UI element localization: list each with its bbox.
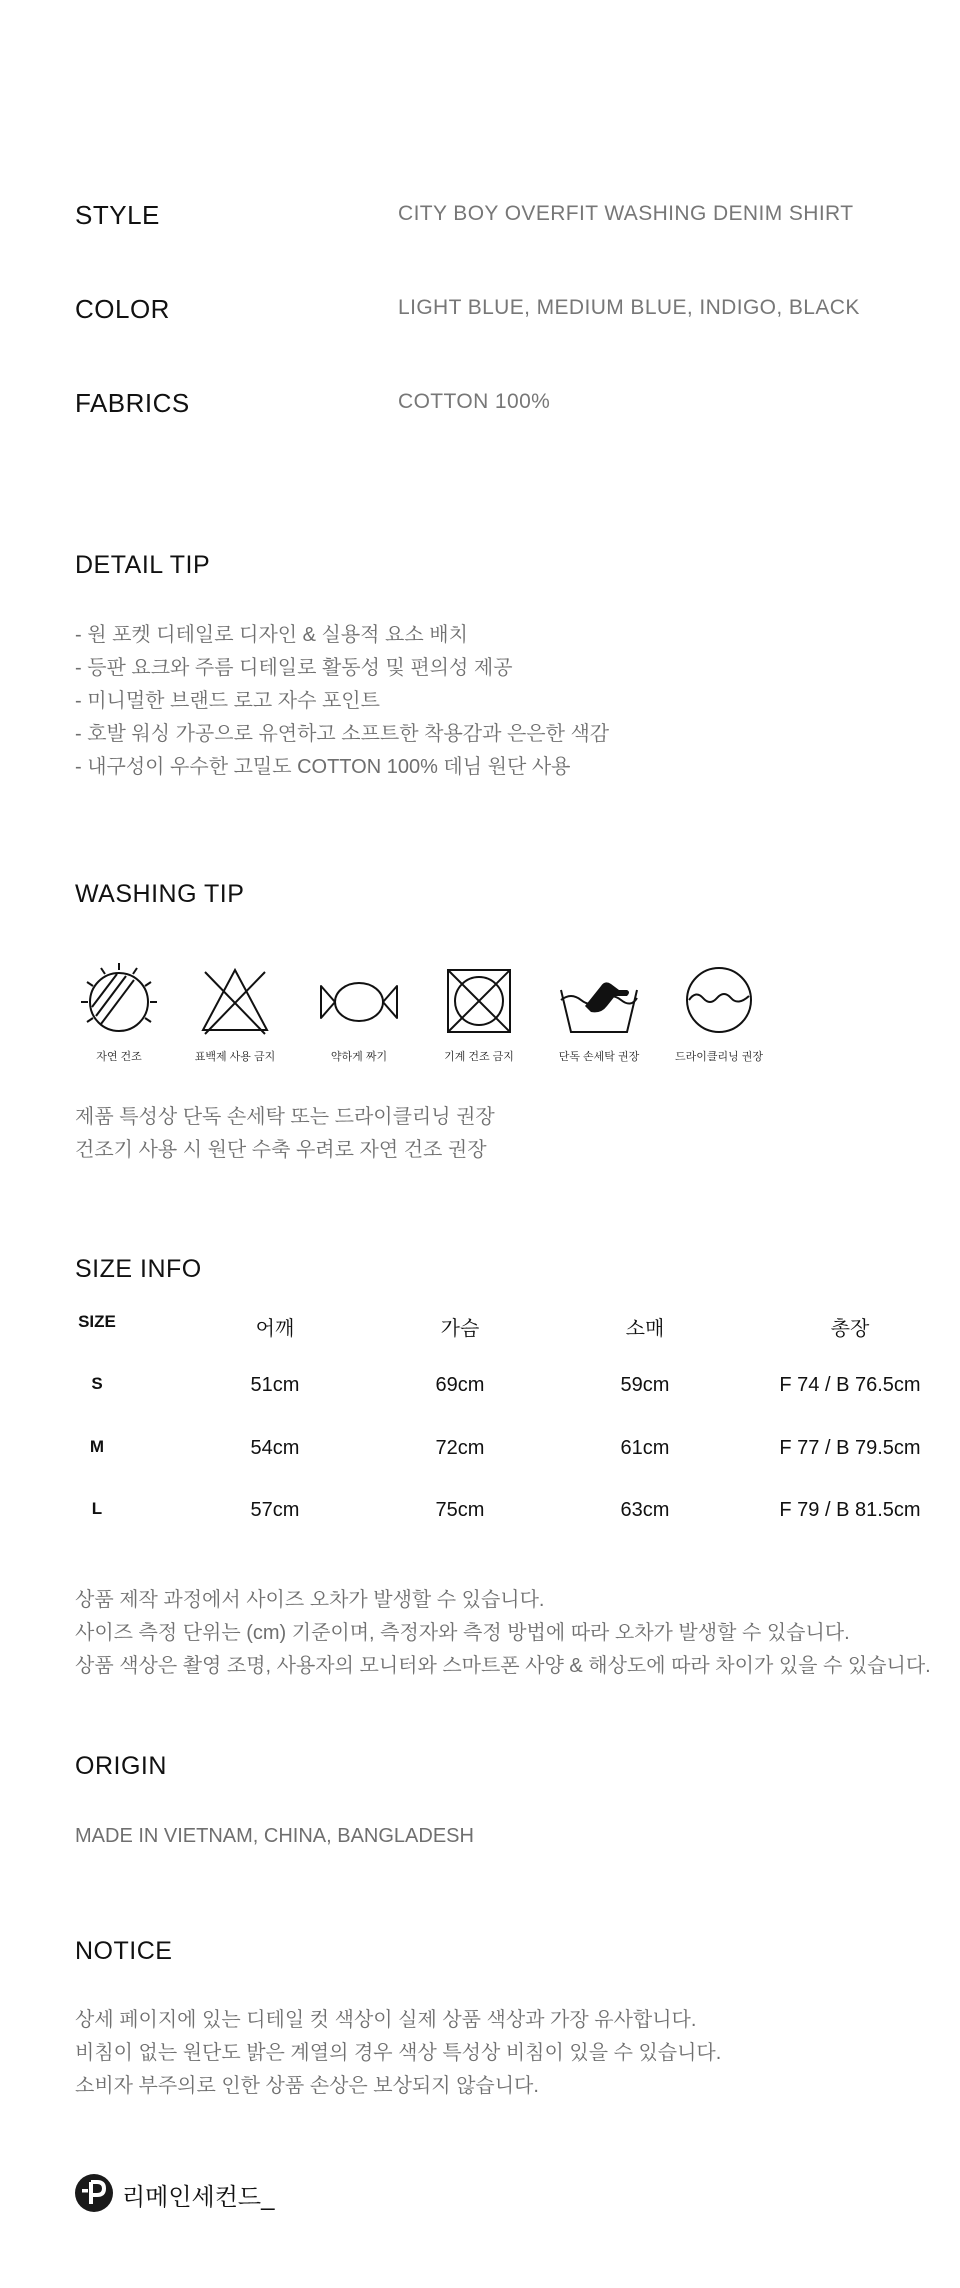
origin-title: ORIGIN bbox=[75, 1752, 167, 1780]
hand-wash-icon bbox=[557, 960, 641, 1040]
no-bleach-icon bbox=[195, 960, 275, 1040]
size-note-line: 상품 제작 과정에서 사이즈 오차가 발생할 수 있습니다. bbox=[75, 1589, 545, 1611]
size-notes bbox=[75, 1584, 931, 1683]
spec-value: LIGHT BLUE, MEDIUM BLUE, INDIGO, BLACK bbox=[398, 296, 860, 319]
size-cell: M bbox=[89, 1437, 105, 1456]
notice-list bbox=[75, 2004, 721, 2103]
spec-value: COTTON 100% bbox=[398, 390, 551, 413]
size-header-cell: 소매 bbox=[625, 1318, 665, 1340]
table-row bbox=[75, 1499, 921, 1529]
natural-dry-icon bbox=[79, 960, 159, 1040]
wash-symbol-label: 기계 건조 금지 bbox=[444, 1051, 514, 1063]
size-cell: 54cm bbox=[250, 1437, 300, 1459]
no-tumble-dry-icon bbox=[439, 960, 519, 1040]
size-cell: 57cm bbox=[250, 1499, 300, 1521]
washing-tip-notes bbox=[75, 1101, 495, 1167]
wash-symbol-hand-wash bbox=[544, 960, 654, 1064]
size-note-line: 사이즈 측정 단위는 (cm) 기준이며, 측정자와 측정 방법에 따라 오차가 발생할 수 있습니다. bbox=[75, 1622, 850, 1644]
detail-tip-line: - 호발 워싱 가공으로 유연하고 소프트한 착용감과 은은한 색감 bbox=[75, 723, 610, 745]
wash-symbol-dry-clean bbox=[664, 960, 774, 1064]
size-cell: 61cm bbox=[620, 1437, 670, 1459]
gentle-wring-icon bbox=[319, 960, 399, 1040]
wash-symbol-label: 약하게 짜기 bbox=[330, 1051, 388, 1063]
size-cell: S bbox=[91, 1374, 103, 1393]
spec-label: COLOR bbox=[75, 294, 170, 324]
size-header-cell: SIZE bbox=[78, 1312, 116, 1331]
table-row bbox=[75, 1437, 921, 1467]
size-cell: 69cm bbox=[435, 1374, 485, 1396]
size-header-cell: 어깨 bbox=[255, 1318, 295, 1340]
dry-clean-icon bbox=[679, 960, 759, 1040]
detail-tip-line: - 원 포켓 디테일로 디자인 & 실용적 요소 배치 bbox=[75, 624, 468, 646]
size-header-cell: 총장 bbox=[830, 1318, 870, 1340]
size-cell: 75cm bbox=[435, 1499, 485, 1521]
origin-value bbox=[75, 1820, 474, 1853]
spec-label: STYLE bbox=[75, 200, 160, 230]
size-info-title: SIZE INFO bbox=[75, 1255, 202, 1283]
notice-line: 비침이 없는 원단도 밝은 계열의 경우 색상 특성상 비침이 있을 수 있습니다. bbox=[75, 2042, 722, 2064]
spec-label: FABRICS bbox=[75, 388, 190, 418]
washing-tip-line: 건조기 사용 시 원단 수축 우려로 자연 건조 권장 bbox=[75, 1139, 487, 1161]
size-table-header bbox=[75, 1312, 915, 1342]
detail-tip-list bbox=[75, 619, 609, 784]
washing-tip-title: WASHING TIP bbox=[75, 880, 245, 908]
size-cell: F 74 / B 76.5cm bbox=[779, 1374, 921, 1396]
size-cell: L bbox=[91, 1499, 103, 1518]
wash-symbol-no-tumble-dry bbox=[424, 960, 534, 1064]
size-header-cell: 가슴 bbox=[440, 1318, 480, 1340]
detail-tip-title: DETAIL TIP bbox=[75, 551, 211, 579]
brand-name: 리메인세컨드_ bbox=[122, 2184, 275, 2211]
notice-line: 상세 페이지에 있는 디테일 컷 색상이 실제 상품 색상과 가장 유사합니다. bbox=[75, 2009, 697, 2031]
size-note-line: 상품 색상은 촬영 조명, 사용자의 모니터와 스마트폰 사양 & 해상도에 따라 차이가 있을 수 있습니다. bbox=[75, 1655, 931, 1677]
detail-tip-line: - 미니멀한 브랜드 로고 자수 포인트 bbox=[75, 690, 380, 712]
size-cell: 59cm bbox=[620, 1374, 670, 1396]
wash-symbol-no-bleach bbox=[180, 960, 290, 1064]
notice-title: NOTICE bbox=[75, 1937, 173, 1965]
detail-tip-line: - 내구성이 우수한 고밀도 COTTON 100% 데님 원단 사용 bbox=[75, 756, 571, 778]
washing-tip-line: 제품 특성상 단독 손세탁 또는 드라이클리닝 권장 bbox=[75, 1106, 495, 1128]
spec-value: CITY BOY OVERFIT WASHING DENIM SHIRT bbox=[398, 202, 854, 225]
size-cell: F 79 / B 81.5cm bbox=[779, 1499, 921, 1521]
brand-p-logo-icon bbox=[75, 2174, 113, 2212]
detail-tip-line: - 등판 요크와 주름 디테일로 활동성 및 편의성 제공 bbox=[75, 657, 513, 679]
size-cell: 63cm bbox=[620, 1499, 670, 1521]
wash-symbol-natural-dry bbox=[64, 960, 174, 1064]
wash-symbol-label: 드라이클리닝 권장 bbox=[674, 1051, 764, 1063]
wash-symbol-label: 단독 손세탁 권장 bbox=[558, 1051, 640, 1063]
size-cell: 51cm bbox=[250, 1374, 300, 1396]
wash-symbol-gentle-wring bbox=[304, 960, 414, 1064]
wash-symbol-label: 자연 건조 bbox=[96, 1051, 142, 1063]
size-cell: 72cm bbox=[435, 1437, 485, 1459]
origin-line: MADE IN VIETNAM, CHINA, BANGLADESH bbox=[75, 1825, 474, 1847]
table-row bbox=[75, 1374, 921, 1404]
wash-symbol-label: 표백제 사용 금지 bbox=[194, 1051, 276, 1063]
size-cell: F 77 / B 79.5cm bbox=[779, 1437, 921, 1459]
notice-line: 소비자 부주의로 인한 상품 손상은 보상되지 않습니다. bbox=[75, 2075, 539, 2097]
